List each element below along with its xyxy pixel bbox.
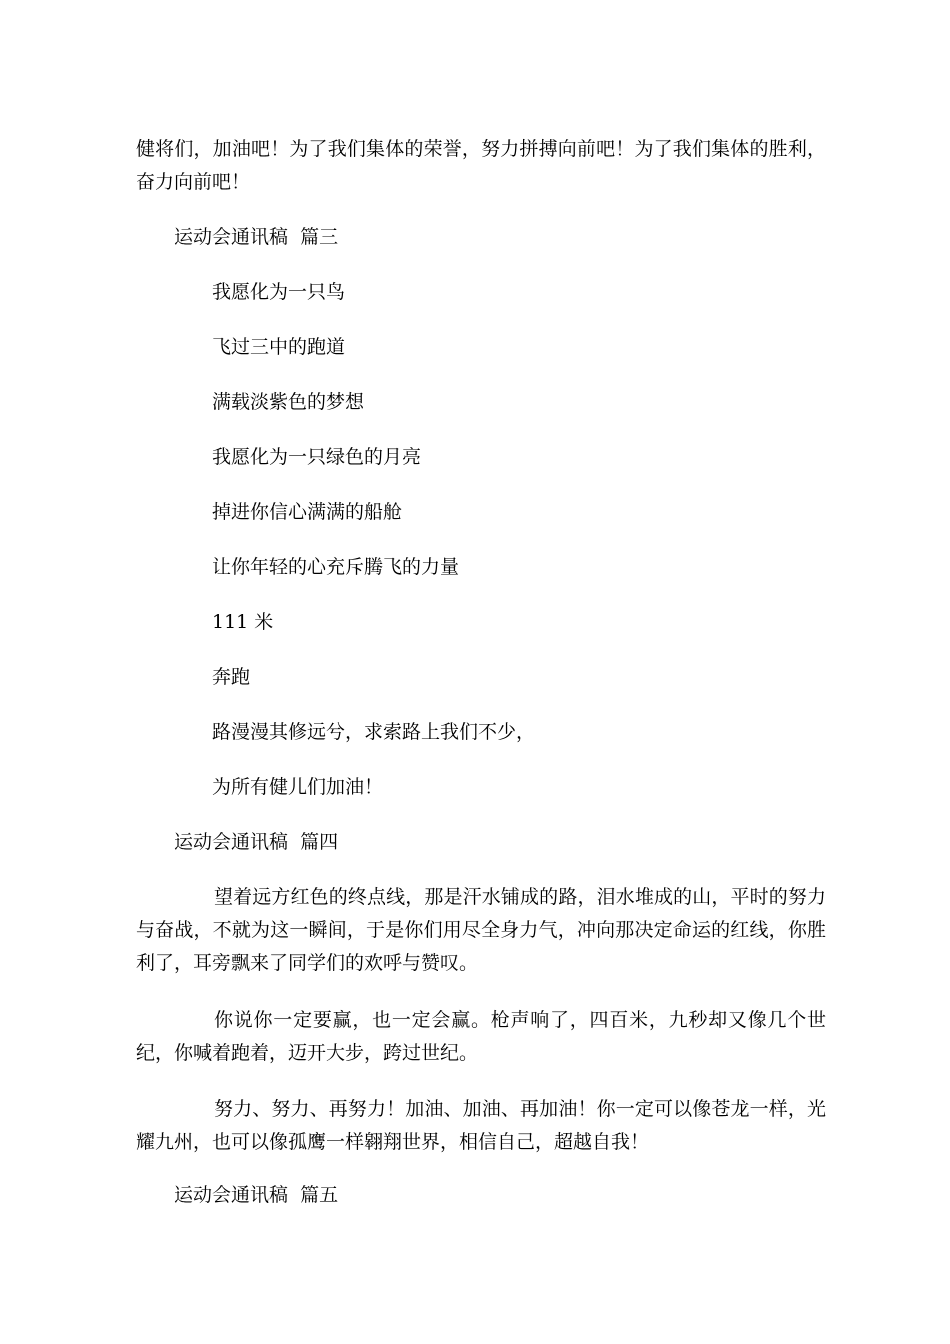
poem-line: 满载淡紫色的梦想 xyxy=(212,391,365,413)
poem-line: 掉进你信心满满的船舱 xyxy=(212,501,403,523)
poem-line: 111 米 xyxy=(212,611,274,633)
poem-line: 飞过三中的跑道 xyxy=(212,336,346,358)
paragraph-encourage: 努力、努力、再努力！加油、加油、再加油！你一定可以像苍龙一样，光耀九州，也可以像孤鹰一样翱翔世界，相信自己，超越自我！ xyxy=(136,1098,826,1153)
section-heading-5: 运动会通讯稿 篇五 xyxy=(174,1184,339,1206)
poem-line: 路漫漫其修远兮，求索路上我们不少， xyxy=(212,721,536,743)
paragraph-race: 你说你一定要赢，也一定会赢。枪声响了，四百米，九秒却又像几个世纪，你喊着跑着，迈开大步，跨过世纪。 xyxy=(136,1009,826,1064)
poem-line: 让你年轻的心充斥腾飞的力量 xyxy=(212,556,460,578)
poem-line: 我愿化为一只鸟 xyxy=(212,281,346,303)
poem-line: 我愿化为一只绿色的月亮 xyxy=(212,446,422,468)
poem-line: 奔跑 xyxy=(212,666,251,688)
section-heading-4: 运动会通讯稿 篇四 xyxy=(174,831,339,853)
paragraph-finish-line: 望着远方红色的终点线，那是汗水铺成的路，泪水堆成的山，平时的努力与奋战，不就为这一瞬间，于是你们用尽全身力气，冲向那决定命运的红线，你胜利了，耳旁飘来了同学们的欢呼与赞叹。 xyxy=(136,886,826,974)
paragraph-cheer: 健将们，加油吧！为了我们集体的荣誉，努力拼搏向前吧！为了我们集体的胜利，奋力向前吧！ xyxy=(136,138,826,193)
poem-line: 为所有健儿们加油！ xyxy=(212,776,384,798)
section-heading-3: 运动会通讯稿 篇三 xyxy=(174,226,339,248)
